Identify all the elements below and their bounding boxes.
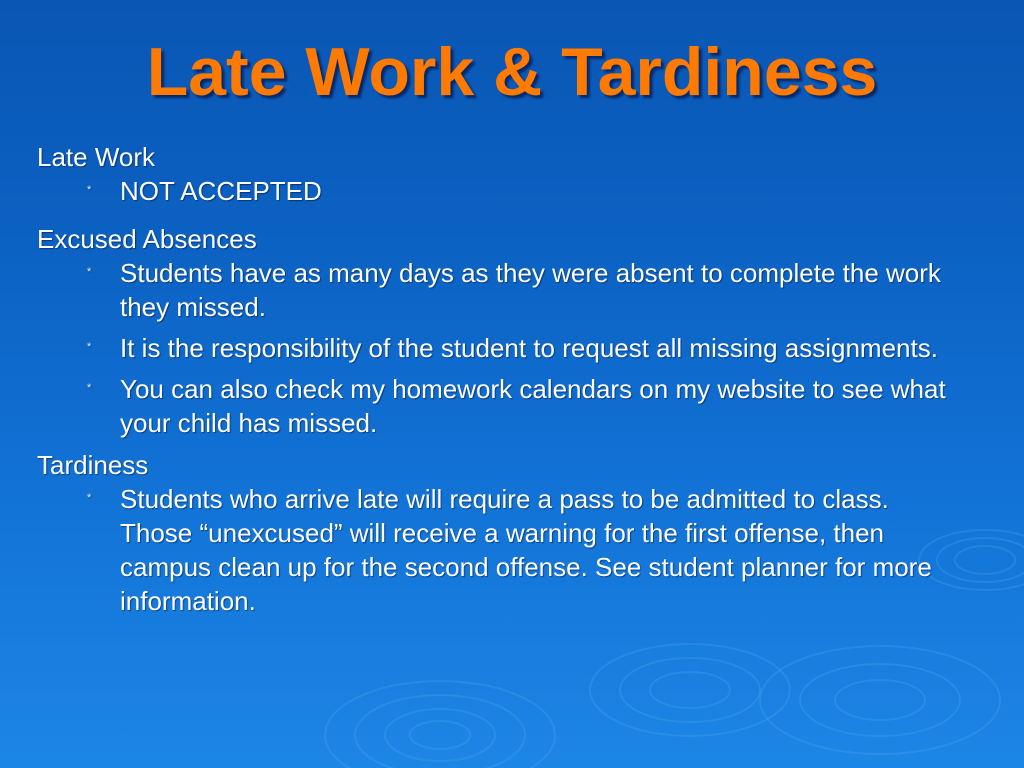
slide-title: Late Work & Tardiness <box>146 34 878 110</box>
ripple-ring <box>835 680 925 720</box>
section-heading: Late Work <box>37 142 156 172</box>
bullet-item <box>37 331 967 365</box>
ripple-ring <box>650 672 730 708</box>
bullet-item <box>37 482 967 618</box>
bullet-text: Students have as many days as they were absent to complete the work they missed. <box>120 258 941 322</box>
bullet-item <box>37 174 967 208</box>
asterisk-icon: * <box>87 492 92 504</box>
bullet-item <box>37 256 967 324</box>
bullet-text: You can also check my homework calendars on my website to see what your child has missed. <box>120 374 946 438</box>
bullet-list <box>37 482 967 618</box>
section-late-work <box>37 140 967 208</box>
section-heading: Excused Absences <box>37 224 257 254</box>
asterisk-icon: * <box>87 382 92 394</box>
asterisk-icon: * <box>87 341 92 353</box>
section-excused-absences <box>37 222 967 440</box>
section-heading: Tardiness <box>37 450 149 480</box>
ripple-ring <box>760 646 1000 754</box>
asterisk-icon: * <box>87 184 92 196</box>
section-tardiness <box>37 448 967 618</box>
bullet-item <box>37 372 967 440</box>
bullet-list <box>37 174 967 208</box>
bullet-text: It is the responsibility of the student to request all missing assignments. <box>120 333 938 363</box>
bullet-list <box>37 256 967 440</box>
ripple-ring <box>355 695 525 768</box>
ripple-ring <box>800 664 960 736</box>
ripple-ring <box>385 709 495 761</box>
asterisk-icon: * <box>87 266 92 278</box>
bullet-text: Students who arrive late will require a pass to be admitted to class. Those “unexcused” will receive a warning for the first offense, then campus clean up for the second offense. See student planner for more information. <box>120 484 932 616</box>
ripple-ring <box>620 658 760 722</box>
ripple-ring <box>410 721 470 749</box>
ripple-ring <box>590 644 790 736</box>
slide-body <box>37 140 967 625</box>
ripple-ring <box>325 681 555 768</box>
bullet-text: NOT ACCEPTED <box>120 176 322 206</box>
